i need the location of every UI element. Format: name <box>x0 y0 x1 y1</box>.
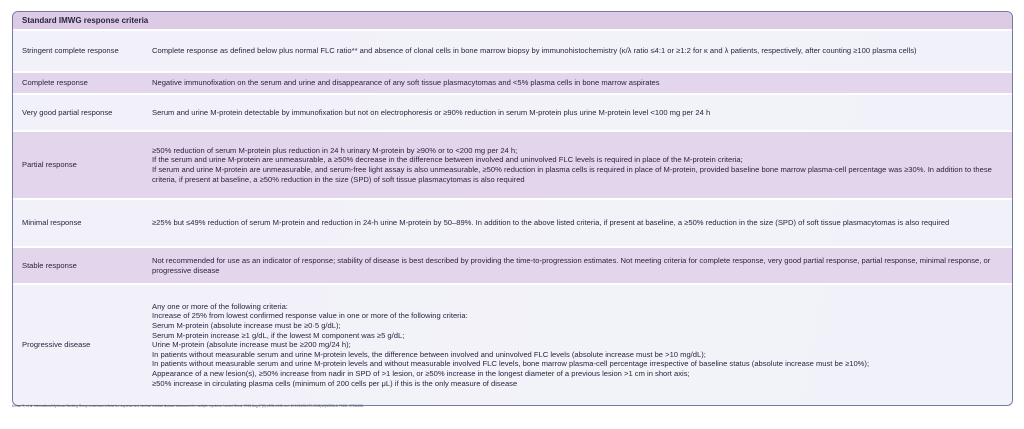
response-category: Very good partial response <box>22 107 113 117</box>
response-category: Complete response <box>22 78 88 88</box>
table-row <box>13 198 1012 246</box>
criteria-line: Increase of 25% from lowest confirmed response value in one or more of the following criteria: <box>152 311 468 321</box>
criteria-line: Serum M-protein (absolute increase must be ≥0·5 g/dL); <box>152 321 341 331</box>
criteria-line: ≥25% but ≤49% reduction of serum M-protein and reduction in 24-h urine M-protein by 50–89%. In addition to the above listed criteria, if present at baseline, a ≥50% reduction in the size (SPD) of soft tissue plasmacytomas is also required <box>152 218 950 228</box>
criteria-line: Serum and urine M-protein detectable by immunofixation but not on electrophoresis or ≥90% reduction in serum M-protein plus urine M-protein level <100 mg per 24 h <box>152 107 711 117</box>
table-title: Standard IMWG response criteria <box>13 12 1012 29</box>
table-row <box>13 246 1012 283</box>
response-criteria <box>152 256 1012 275</box>
response-category: Partial response <box>22 160 77 170</box>
criteria-line: Negative immunofixation on the serum and urine and disappearance of any soft tissue plasmacytomas and <5% plasma cells in bone marrow aspirates <box>152 78 660 88</box>
criteria-line: Not recommended for use as an indicator of response; stability of disease is best described by providing the time-to-progression estimates. Not meeting criteria for complete response, very good partial response, partial response, minimal response, or progressive disease <box>152 255 991 275</box>
response-criteria <box>152 78 1012 88</box>
criteria-line: If the serum and urine M-protein are unmeasurable, a ≥50% decrease in the difference between involved and uninvolved FLC levels is required in place of the M-protein criteria; <box>152 155 743 165</box>
criteria-line: ≥50% reduction of serum M-protein plus reduction in 24 h urinary M-protein by ≥90% or to <200 mg per 24 h; <box>152 145 518 155</box>
response-category: Stable response <box>22 260 77 270</box>
criteria-line: ≥50% increase in circulating plasma cells (minimum of 200 cells per μL) if this is the only measure of disease <box>152 378 518 388</box>
criteria-line: In patients without measurable serum and urine M-protein levels, the difference between involved and uninvolved FLC levels (absolute increase must be >10 mg/dL); <box>152 349 706 359</box>
criteria-line: Urine M-protein (absolute increase must be ≥200 mg/24 h); <box>152 340 351 350</box>
response-category: Minimal response <box>22 218 82 228</box>
imwg-response-table <box>12 11 1013 406</box>
response-criteria <box>152 46 1012 56</box>
response-criteria <box>152 108 1012 118</box>
criteria-line: In patients without measurable serum and urine M-protein levels and without measurable involved FLC levels, bone marrow plasma-cell percentage irrespective of baseline status (absolute increase must be ≥10%); <box>152 359 870 369</box>
response-criteria <box>152 218 1012 228</box>
criteria-line: Appearance of a new lesion(s), ≥50% increase from nadir in SPD of >1 lesion, or ≥50% increase in the longest diameter of a previous lesion >1 cm in short axis; <box>152 368 690 378</box>
response-category: Stringent complete response <box>22 46 119 56</box>
footnote: Kumar S, et al. International Myeloma Working Group consensus criteria for response and minimal residual disease assessment in multiple myeloma. Lancet Oncol. 2016 Aug;17(8):e328–e346. doi: 10.1016/S1470-2045(16)30206-6. PMID: 27511158. <box>12 404 364 408</box>
criteria-line: Complete response as defined below plus normal FLC ratio** and absence of clonal cells in bone marrow biopsy by immunohistochemistry (κ/λ ratio ≤4:1 or ≥1:2 for κ and λ patients, respectively, after counting ≥100 plasma cells) <box>152 46 917 56</box>
table-row <box>13 29 1012 71</box>
table-row <box>13 93 1012 130</box>
table-row <box>13 283 1012 405</box>
criteria-line: Any one or more of the following criteria: <box>152 301 288 311</box>
criteria-line: Serum M-protein increase ≥1 g/dL, if the lowest M component was ≥5 g/dL; <box>152 330 405 340</box>
criteria-line: If serum and urine M-protein are unmeasurable, and serum-free light assay is also unmeasurable, ≥50% reduction in plasma cells is required in place of M-protein, provided baseline bone marrow plasma-cell percentage was ≥30%. In addition to these criteria, if present at baseline, a ≥50% reduction in the size (SPD) of soft tissue plasmacytomas is also required <box>152 165 992 184</box>
table-row <box>13 71 1012 93</box>
table-row <box>13 130 1012 198</box>
response-category: Progressive disease <box>22 340 91 350</box>
response-criteria <box>152 146 1012 184</box>
response-criteria <box>152 302 1012 388</box>
